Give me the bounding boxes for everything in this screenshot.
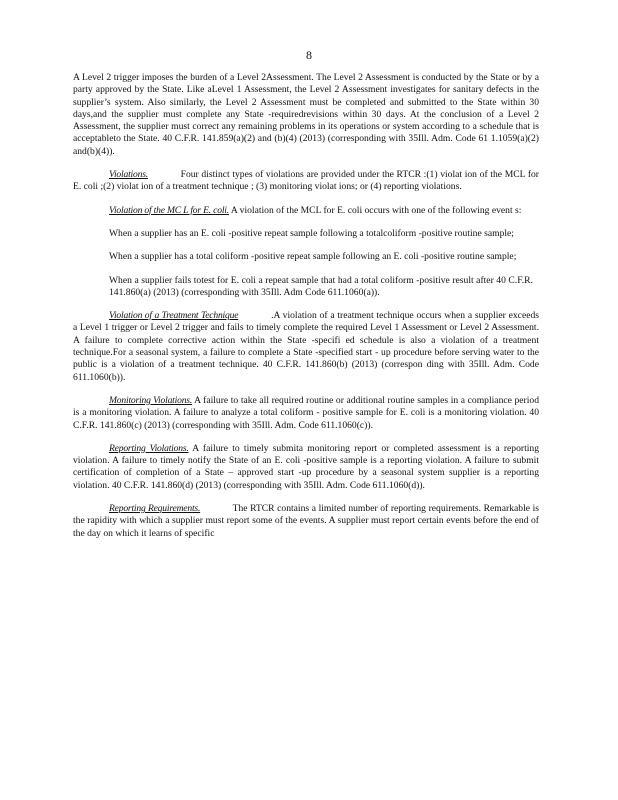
paragraph-violations	[73, 169, 539, 194]
list-item	[109, 251, 533, 263]
paragraph-text: A failure to timely submita monitoring report or completed assessment is a reporting violation. A failure to timely notify the State of an E. coli -positive sample is a reporting violation. A failure to submit certification of completion of a State – approved start -up procedure by a seasonal system supplier is a reporting violation. 40 C.F.R. 141.860(d) (2013) (corresponding with 35Ill. Adm. Code 611.1060(d)).	[73, 442, 539, 491]
paragraph-mcl-violation	[73, 205, 539, 217]
paragraph-text: Four distinct types of violations are provided under the RTCR :(1) violat ion of the MCL for E. coli ;(2) violat ion of a treatment technique ; (3) monitoring violat ions; or (4) reporting violations.	[73, 169, 540, 193]
page-number: 8	[306, 48, 312, 62]
list-item	[109, 275, 533, 300]
list-item-text: When a supplier has an E. coli -positive repeat sample following a totalcoliform -positive routine sample;	[109, 227, 514, 239]
paragraph-reporting-requirements	[73, 503, 539, 540]
paragraph-text: The RTCR contains a limited number of reporting requirements. Remarkable is the rapidity with which a supplier must report some of the events. A supplier must report certain events before the end of the day on which it learns of specific	[73, 503, 539, 539]
paragraph-text: .A violation of a treatment technique occurs when a supplier exceeds a Level 1 trigger or Level 2 trigger and fails to timely complete the required Level 1 Assessment or Level 2 Assessment. A failure to complete corrective action within the State -specifi ed schedule is also a violation of a treatment technique.For a seasonal system, a failure to complete a State -specified start - up procedure before serving water to the public is a violation of a treatment technique. 40 C.F.R. 141.860(b) (2013) (correspon ding with 35Ill. Adm. Code 611.1060(b)).	[73, 310, 539, 383]
section-heading: Violation of the MC L for E. coli.	[109, 204, 229, 216]
paragraph-text: A Level 2 trigger imposes the burden of a Level 2Assessment. The Level 2 Assessment is conducted by the State or by a party approved by the State. Like aLevel 1 Assessment, the Level 2 Assessment investigates for sanitary defects in the supplier’s system. Also similarly, the Level 2 Assessment must be completed and submitted to the State within 30 days,and the supplier must complete any State -requiredrevisions within 30 days. At the conclusion of a Level 2 Assessment, the supplier must correct any remaining problems in its operations or system according to a schedule that is acceptableto the State. 40 C.F.R. 141.859(a)(2) and (b)(4) (2013) (corresponding with 35Ill. Adm. Code 61 1.1059(a)(2) and(b)(4)).	[73, 72, 539, 157]
section-heading: Violations.	[109, 169, 148, 181]
paragraph-monitoring-violations	[73, 395, 539, 432]
paragraph-level-2-trigger	[73, 72, 539, 158]
section-heading: Reporting Violations.	[109, 442, 189, 454]
paragraph-text: A failure to take all required routine or additional routine samples in a compliance period is a monitoring violation. A failure to analyze a total coliform - positive sample for E. coli is a monitoring violation. 40 C.F.R. 141.860(c) (2013) (corresponding with 35Ill. Adm. Code 611.1060(c)).	[73, 394, 539, 431]
section-heading: Reporting Requirements.	[109, 503, 201, 515]
paragraph-reporting-violations	[73, 443, 539, 492]
page-body	[73, 72, 539, 540]
paragraph-text: A violation of the MCL for E. coli occurs with one of the following event s:	[230, 204, 522, 216]
section-heading: Monitoring Violations.	[109, 394, 193, 406]
list-item	[109, 228, 533, 240]
section-heading: Violation of a Treatment Technique	[109, 310, 239, 322]
list-item-text: When a supplier has a total coliform -positive repeat sample following an E. coli -positive routine sample;	[109, 251, 517, 263]
paragraph-treatment-technique	[73, 310, 539, 384]
list-item-text: When a supplier fails totest for E. coli a repeat sample that had a total coliform -positive result after 40 C.F.R. 141.860(a) (2013) (corresponding with 35Ill. Adm Code 611.1060(a)).	[109, 274, 533, 298]
